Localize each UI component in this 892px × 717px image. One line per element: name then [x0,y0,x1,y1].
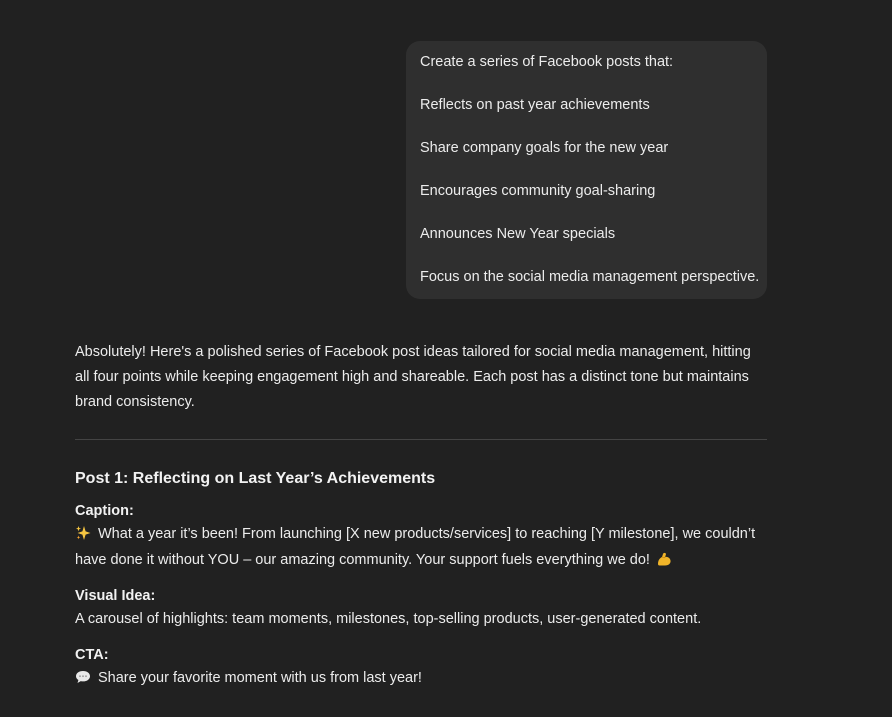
cta-label: CTA: [75,647,109,663]
user-message-line: Focus on the social media management perspective. [420,269,760,285]
caption-text-block [75,521,767,573]
cta-text-block [75,665,767,691]
user-message-line: Announces New Year specials [420,226,616,242]
section-divider [75,439,767,440]
flexed-biceps-icon [656,551,672,567]
user-message-line: Encourages community goal-sharing [420,183,656,199]
caption-section [75,501,767,573]
post-1-title: Post 1: Reflecting on Last Year’s Achievements [75,470,436,487]
visual-idea-label: Visual Idea: [75,588,156,604]
caption-text: What a year it’s been! From launching [X new products/services] to reaching [Y milestone], we couldn’t have done it without YOU – our amazing community. Your support fuels everything we do! [75,526,756,568]
assistant-message [75,340,767,704]
speech-balloon-icon [75,669,91,685]
sparkles-icon [75,525,91,541]
caption-label: Caption: [75,503,134,519]
user-message-line: Reflects on past year achievements [420,97,650,113]
visual-idea-section [75,586,767,632]
cta-section [75,645,767,691]
user-message-line: Share company goals for the new year [420,140,669,156]
cta-text: Share your favorite moment with us from last year! [98,670,422,686]
assistant-intro: Absolutely! Here's a polished series of Facebook post ideas tailored for social media management, hitting all four points while keeping engagement high and shareable. Each post has a distinct tone but maintains brand consistency. [75,344,751,410]
visual-idea-text: A carousel of highlights: team moments, milestones, top-selling products, user-generated content. [75,611,702,627]
user-message-bubble [406,41,767,299]
user-message-line: Create a series of Facebook posts that: [420,54,674,70]
